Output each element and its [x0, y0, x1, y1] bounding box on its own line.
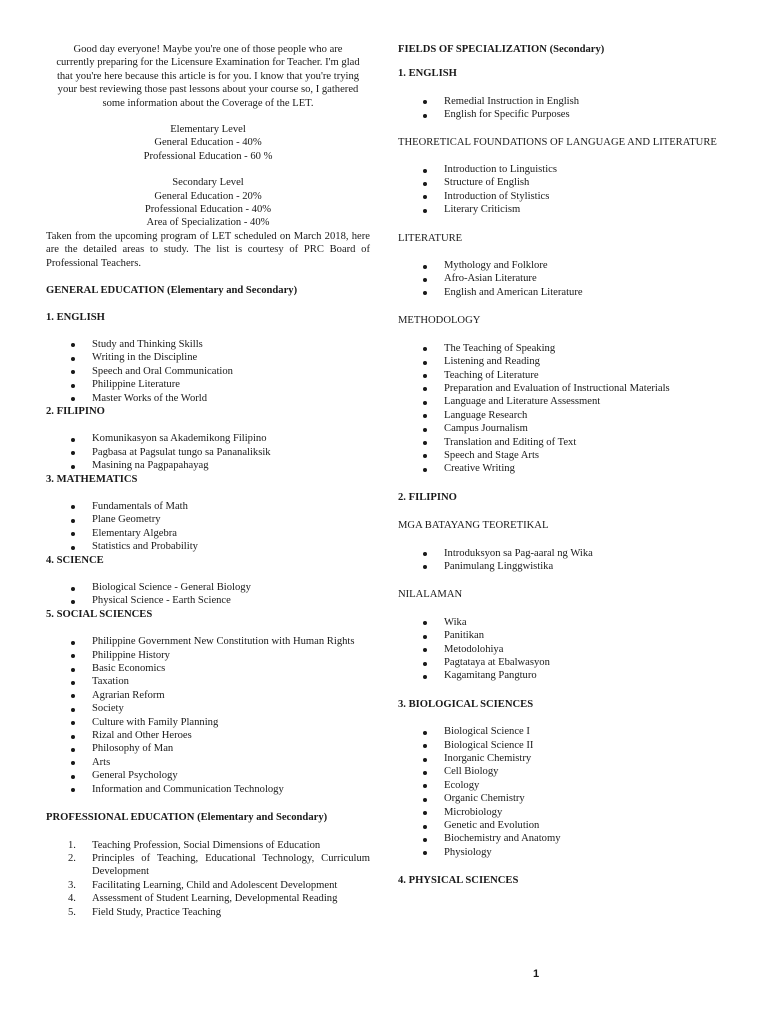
list-item: Master Works of the World [46, 392, 370, 405]
social-sciences-list [46, 635, 370, 796]
list-item: Creative Writing [398, 462, 720, 475]
list-item-text: Field Study, Practice Teaching [92, 906, 222, 918]
list-item: Elementary Algebra [46, 527, 370, 540]
list-item: Inorganic Chemistry [398, 752, 720, 765]
list-item-text: Facilitating Learning, Child and Adolescent Development [92, 879, 338, 891]
secondary-level-title: Secondary Level [172, 177, 244, 189]
list-item: Teaching of Literature [398, 369, 720, 382]
list-item: Kagamitang Pangturo [398, 669, 720, 682]
spec-english-title: 1. ENGLISH [398, 68, 457, 80]
section-title-english: 1. ENGLISH [46, 311, 105, 323]
elementary-prof-ed: Professional Education - 60 % [143, 150, 273, 162]
list-item: English and American Literature [398, 286, 720, 299]
secondary-gen-ed: General Education - 20% [154, 190, 262, 202]
english-list [46, 338, 370, 405]
list-item: Microbiology [398, 806, 720, 819]
methodology-list [398, 342, 720, 476]
list-item-text: Assessment of Student Learning, Developmental Reading [92, 893, 338, 905]
list-item: Speech and Stage Arts [398, 449, 720, 462]
left-column [46, 43, 370, 919]
list-number: 2. [68, 852, 76, 864]
list-item: Pagtataya at Ebalwasyon [398, 656, 720, 669]
science-list [46, 581, 370, 608]
biological-sciences-title: 3. BIOLOGICAL SCIENCES [398, 698, 534, 710]
prof-ed-list [46, 839, 370, 919]
list-item [46, 892, 370, 905]
intro-paragraph: Good day everyone! Maybe you're one of those people who are currently preparing for the Licensure Examination for Teacher. I'm glad that you're here because this article is for you. I know that you're trying your best reviewing those past lessons about your course so, I gathered some information about the Coverage of the LET. [56, 44, 360, 109]
list-item: Statistics and Probability [46, 540, 370, 553]
list-number: 5. [68, 906, 76, 918]
list-item: Listening and Reading [398, 355, 720, 368]
spec-filipino-title: 2. FILIPINO [398, 491, 457, 503]
list-item [46, 852, 370, 879]
list-item: Afro-Asian Literature [398, 272, 720, 285]
list-item: Speech and Oral Communication [46, 365, 370, 378]
secondary-level-block [46, 176, 370, 230]
list-item: Remedial Instruction in English [398, 95, 720, 108]
list-item: The Teaching of Speaking [398, 342, 720, 355]
list-number: 1. [68, 839, 76, 851]
list-item: Panimulang Linggwistika [398, 560, 720, 573]
literature-title: LITERATURE [398, 232, 463, 244]
list-item: Komunikasyon sa Akademikong Filipino [46, 432, 370, 445]
list-item: Translation and Editing of Text [398, 436, 720, 449]
secondary-specialization: Area of Specialization - 40% [146, 217, 270, 229]
list-item: Philippine History [46, 649, 370, 662]
list-item: Writing in the Discipline [46, 351, 370, 364]
batayang-list [398, 547, 720, 574]
theoretical-foundations-title: THEORETICAL FOUNDATIONS OF LANGUAGE AND LITERATURE [398, 136, 717, 148]
secondary-prof-ed: Professional Education - 40% [144, 204, 272, 216]
list-item: Plane Geometry [46, 513, 370, 526]
list-item: Biological Science - General Biology [46, 581, 370, 594]
list-item [46, 839, 370, 852]
specialization-title: FIELDS OF SPECIALIZATION (Secondary) [398, 44, 605, 55]
list-item: Physiology [398, 846, 720, 859]
list-item: Study and Thinking Skills [46, 338, 370, 351]
list-item: English for Specific Purposes [398, 108, 720, 121]
list-item: Culture with Family Planning [46, 716, 370, 729]
section-title-filipino: 2. FILIPINO [46, 405, 105, 417]
list-item: Wika [398, 616, 720, 629]
taken-from-paragraph: Taken from the upcoming program of LET scheduled on March 2018, here are the detailed areas to study. The list is courtesy of PRC Board of Professional Teachers. [46, 230, 370, 269]
list-item: Rizal and Other Heroes [46, 729, 370, 742]
methodology-title: METHODOLOGY [398, 315, 481, 327]
list-item-text: Principles of Teaching, Educational Technology, Curriculum Development [92, 852, 370, 878]
list-number: 3. [68, 879, 76, 891]
section-title-social-sciences: 5. SOCIAL SCIENCES [46, 608, 153, 620]
list-item: Genetic and Evolution [398, 819, 720, 832]
list-item: Fundamentals of Math [46, 500, 370, 513]
list-item: Pagbasa at Pagsulat tungo sa Pananaliksik [46, 446, 370, 459]
list-item: General Psychology [46, 769, 370, 782]
list-item: Agrarian Reform [46, 689, 370, 702]
list-item: Language Research [398, 409, 720, 422]
list-item: Preparation and Evaluation of Instructional Materials [398, 382, 720, 395]
nilalaman-title: NILALAMAN [398, 589, 463, 601]
list-item: Taxation [46, 675, 370, 688]
list-item: Philosophy of Man [46, 742, 370, 755]
list-item: Introduction to Linguistics [398, 163, 720, 176]
elementary-gen-ed: General Education - 40% [154, 137, 262, 149]
list-item-text: Teaching Profession, Social Dimensions of Education [92, 839, 321, 851]
list-item: Introduction of Stylistics [398, 190, 720, 203]
list-item: Ecology [398, 779, 720, 792]
physical-sciences-title: 4. PHYSICAL SCIENCES [398, 875, 519, 887]
list-item: Campus Journalism [398, 422, 720, 435]
list-item: Physical Science - Earth Science [46, 594, 370, 607]
list-item: Language and Literature Assessment [398, 395, 720, 408]
prof-ed-title: PROFESSIONAL EDUCATION (Elementary and Secondary) [46, 812, 328, 824]
list-item: Biological Science I [398, 725, 720, 738]
list-item [46, 879, 370, 892]
list-item [46, 906, 370, 919]
gen-ed-title: GENERAL EDUCATION (Elementary and Secondary) [46, 285, 298, 297]
list-item: Metodolohiya [398, 643, 720, 656]
list-item: Biochemistry and Anatomy [398, 832, 720, 845]
list-item: Biological Science II [398, 739, 720, 752]
list-item: Introduksyon sa Pag-aaral ng Wika [398, 547, 720, 560]
section-title-mathematics: 3. MATHEMATICS [46, 473, 138, 485]
elementary-level-title: Elementary Level [170, 124, 246, 136]
theoretical-list [398, 163, 720, 217]
list-number: 4. [68, 893, 76, 905]
filipino-list [46, 432, 370, 472]
page-number: 1 [533, 968, 540, 980]
list-item: Society [46, 702, 370, 715]
elementary-level-block [46, 123, 370, 163]
spec-english-list [398, 95, 720, 122]
biological-sciences-list [398, 725, 720, 859]
right-column [398, 43, 720, 888]
list-item: Cell Biology [398, 765, 720, 778]
section-title-science: 4. SCIENCE [46, 554, 104, 566]
list-item: Basic Economics [46, 662, 370, 675]
literature-list [398, 259, 720, 299]
list-item: Philippine Literature [46, 378, 370, 391]
list-item: Literary Criticism [398, 203, 720, 216]
batayang-teoretikal-title: MGA BATAYANG TEORETIKAL [398, 520, 549, 532]
nilalaman-list [398, 616, 720, 683]
list-item: Philippine Government New Constitution with Human Rights [46, 635, 370, 648]
list-item: Organic Chemistry [398, 792, 720, 805]
list-item: Structure of English [398, 176, 720, 189]
list-item: Information and Communication Technology [46, 783, 370, 796]
list-item: Mythology and Folklore [398, 259, 720, 272]
list-item: Panitikan [398, 629, 720, 642]
list-item: Masining na Pagpapahayag [46, 459, 370, 472]
mathematics-list [46, 500, 370, 554]
list-item: Arts [46, 756, 370, 769]
